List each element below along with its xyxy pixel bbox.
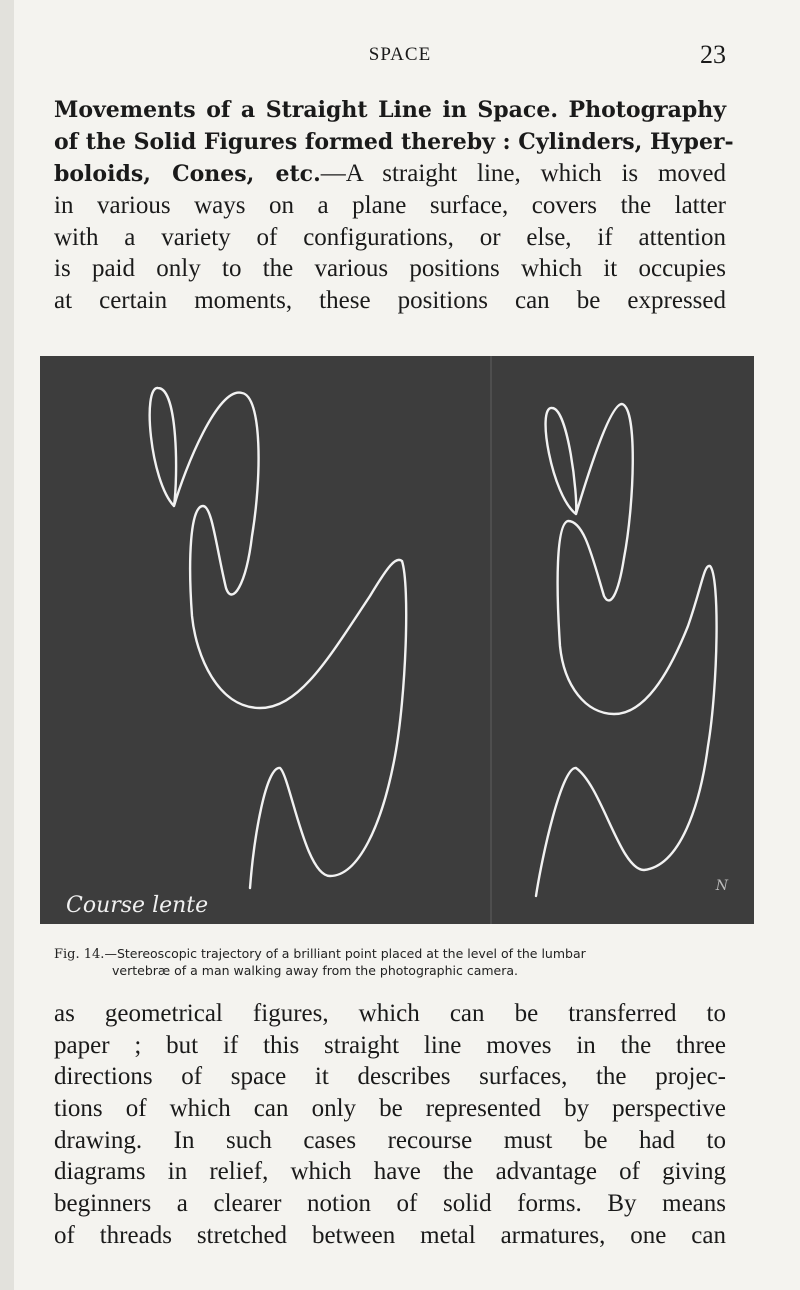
figure-label: Course lente (66, 893, 209, 918)
section-paragraph (54, 95, 734, 317)
section-heading-tail-bold: boloids, Cones, etc. (54, 161, 321, 188)
caption-line-1 (54, 946, 734, 963)
figure-mark: N (715, 878, 728, 894)
body-text-line: diagrams in relief, which have the advantage of giving (54, 1158, 726, 1186)
running-head (0, 40, 800, 70)
continuation-paragraph (54, 998, 726, 1252)
right-trajectory-path (536, 404, 717, 896)
right-trajectory (536, 404, 717, 896)
body-text-line: at certain moments, these positions can be expressed (54, 287, 726, 315)
figure-caption (54, 946, 734, 979)
figure-number: Fig. 14. (54, 947, 105, 962)
body-text-line: of threads stretched between metal armatures, one can (54, 1221, 726, 1249)
body-text-line: directions of space it describes surfaces, the projec- (54, 1063, 726, 1091)
body-text-line: is paid only to the various positions which it occupies (54, 255, 726, 283)
running-title: SPACE (368, 44, 432, 65)
caption-line-2: vertebræ of a man walking away from the photographic camera. (112, 963, 519, 978)
body-text-line: beginners a clearer notion of solid forms. By means (54, 1190, 726, 1218)
section-heading-line-mixed (54, 158, 726, 190)
section-heading-line: of the Solid Figures formed thereby : Cylinders, Hyper- (54, 128, 734, 155)
body-text-line: in various ways on a plane surface, covers the latter (54, 192, 726, 220)
body-text-line: paper ; but if this straight line moves in the three (54, 1031, 726, 1059)
page-number: 23 (700, 40, 726, 69)
body-text-line: with a variety of configurations, or else, if attention (54, 223, 726, 251)
section-text-start: —A straight line, which is moved (320, 160, 726, 188)
caption-text: —Stereoscopic trajectory of a brilliant point placed at the level of the lumbar (104, 946, 586, 961)
body-text-line: drawing. In such cases recourse must be had to (54, 1126, 726, 1154)
body-text-line: as geometrical figures, which can be transferred to (54, 1000, 726, 1027)
trajectory-drawing (40, 356, 754, 924)
section-heading-line: Movements of a Straight Line in Space. Photography (54, 97, 726, 123)
stereoscopic-photograph (40, 356, 754, 924)
left-trajectory (150, 388, 407, 888)
page-edge (0, 0, 14, 1290)
left-trajectory-path (150, 388, 407, 888)
body-text-line: tions of which can only be represented by perspective (54, 1095, 726, 1123)
